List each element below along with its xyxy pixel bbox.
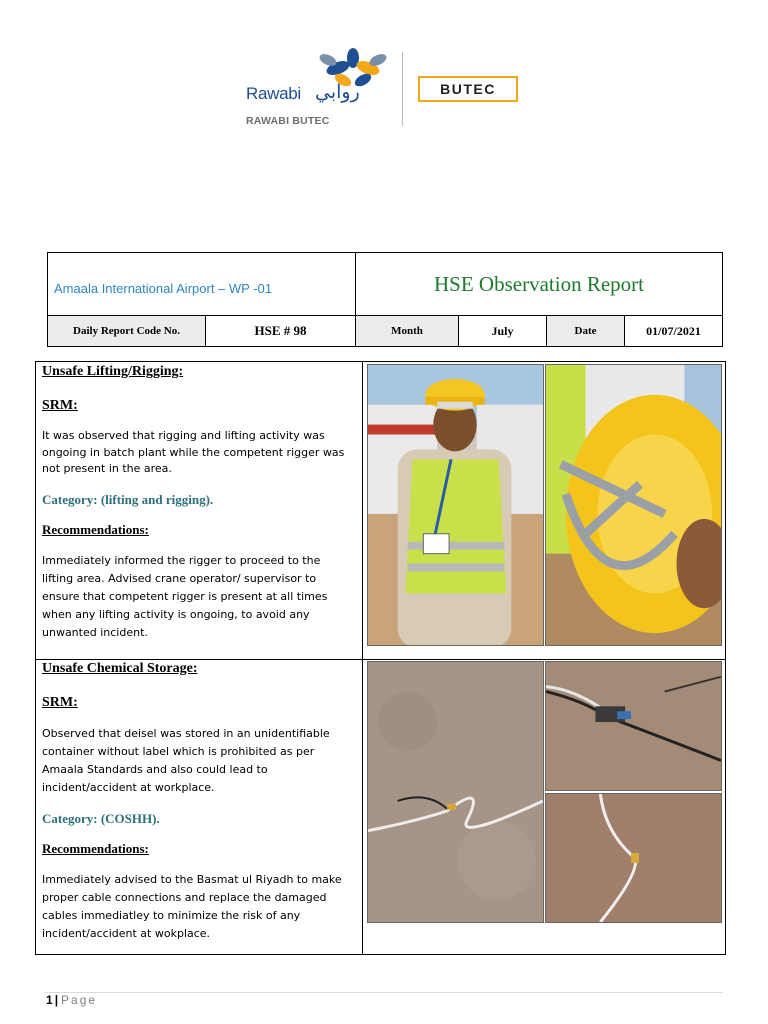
report-header-table [47,252,723,347]
report-code-label: Daily Report Code No. [48,316,206,346]
page-footer [46,993,97,1007]
column-divider [362,362,363,954]
observation-recommendation: Immediately advised to the Basmat ul Riyadh to make proper cable connections and replace the damaged cables immediatley to minimize the risk of any incident/accident at wokplace. [42,873,342,940]
butec-logo: BUTEC [418,76,518,102]
srm-label: SRM: [42,398,78,413]
header-top-row [48,253,722,316]
recommendations-label: Recommendations: [42,841,149,856]
report-title: HSE Observation Report [434,271,644,296]
damaged-cable-photo [545,793,722,923]
observation-category: Category: (lifting and rigging). [42,491,214,507]
project-name: Amaala International Airport – WP -01 [48,253,356,315]
recommendations-label: Recommendations: [42,521,149,537]
rawabi-logo-subtitle: RAWABI BUTEC [246,115,330,127]
row-divider [36,659,725,660]
report-code-value: HSE # 98 [206,316,356,346]
observation-description: Observed that deisel was stored in an unidentifiable container without label which is prohibited as per Amaala Standards and also could lead to incident/accident at workplace. [42,727,330,794]
month-value: July [459,316,547,346]
footer-separator: | [54,993,59,1007]
page-number: 1 [46,993,53,1007]
observations-table [35,361,726,955]
observation-recommendation: Immediately informed the rigger to proceed to the lifting area. Advised crane operator/ supervisor to ensure that competent rigger is present at all times when any lifting activity is ongoing, to avoid any unwanted incident. [42,553,328,639]
observation-title: Unsafe Chemical Storage: [42,661,198,676]
observation-description: It was observed that rigging and lifting activity was ongoing in batch plant while the competent rigger was not present in the area. [42,429,345,475]
company-logo [244,48,534,130]
worker-photo [367,364,544,646]
cable-ground-photo [367,661,544,923]
date-label: Date [547,316,625,346]
page-label: Page [61,993,98,1007]
logo-divider [402,52,403,126]
date-value: 01/07/2021 [625,316,722,346]
rawabi-logo-text: Rawabi [246,84,301,103]
month-label: Month [356,316,459,346]
header-info-row [48,316,722,346]
srm-label: SRM: [42,695,78,710]
footer-divider [45,992,723,993]
observation-lifting [42,364,354,642]
rawabi-logo-arabic-text: روابي [315,81,360,103]
observation-title: Unsafe Lifting/Rigging: [42,364,184,379]
cable-joint-photo [545,661,722,791]
helmet-photo [545,364,722,646]
observation-category: Category: (COSHH). [42,811,160,826]
observation-chemical [42,661,354,943]
